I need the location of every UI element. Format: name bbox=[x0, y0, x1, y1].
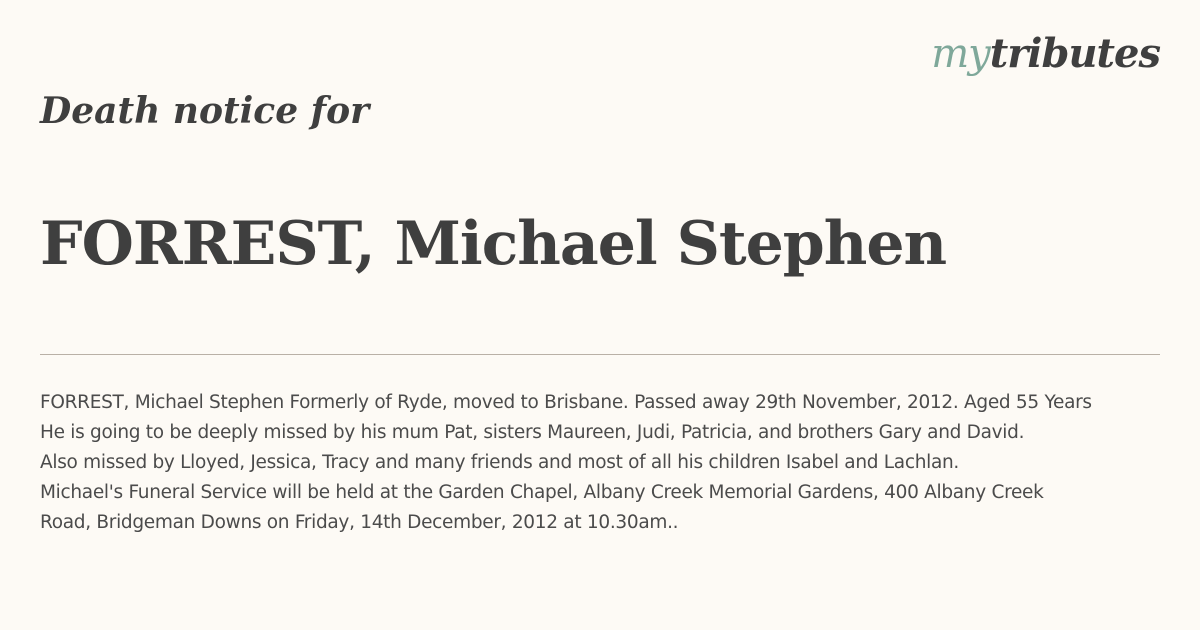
logo-suffix: tributes bbox=[989, 30, 1160, 77]
notice-body-line: Road, Bridgeman Downs on Friday, 14th December, 2012 at 10.30am.. bbox=[40, 512, 679, 533]
logo-prefix: my bbox=[931, 31, 990, 77]
mytributes-logo[interactable] bbox=[931, 30, 1160, 77]
notice-body bbox=[40, 388, 1180, 538]
deceased-name: FORREST, Michael Stephen bbox=[40, 209, 947, 279]
divider bbox=[40, 354, 1160, 355]
notice-body-line: FORREST, Michael Stephen Formerly of Ryde, moved to Brisbane. Passed away 29th November, 2012. Aged 55 Years bbox=[40, 392, 1092, 413]
notice-label: Death notice for bbox=[40, 90, 370, 132]
notice-body-line: He is going to be deeply missed by his mum Pat, sisters Maureen, Judi, Patricia, and brothers Gary and David. bbox=[40, 422, 1025, 443]
notice-body-line: Also missed by Lloyed, Jessica, Tracy and many friends and most of all his children Isabel and Lachlan. bbox=[40, 452, 960, 473]
notice-body-line: Michael's Funeral Service will be held at the Garden Chapel, Albany Creek Memorial Gardens, 400 Albany Creek bbox=[40, 482, 1044, 503]
